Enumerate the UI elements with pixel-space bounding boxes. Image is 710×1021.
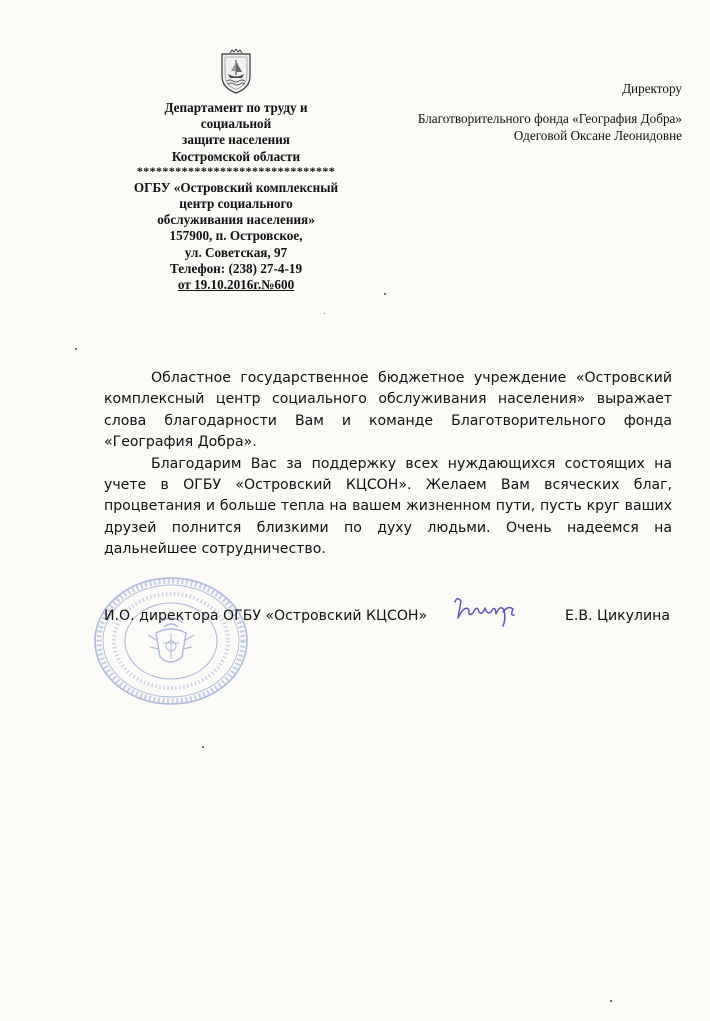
body-paragraph: Областное государственное бюджетное учреждение «Островский комплексный центр социального обслуживания населения» выражает слова благодарности Вам и команде Благотворительного фонда «География Добра».: [104, 370, 672, 451]
signatory-position: И.О. директора ОГБУ «Островский КЦСОН»: [104, 608, 428, 624]
letterhead-org-line-3: обслуживания населения»: [157, 212, 315, 228]
letterhead-org-line-2: центр социального: [179, 196, 293, 212]
letterhead-address-line-2: ул. Советская, 97: [184, 244, 288, 260]
letterhead-address-line-1: 157900, п. Островское,: [169, 228, 303, 244]
letterhead-department-line-4: Костромской области: [171, 148, 301, 164]
scan-speck: [75, 348, 77, 350]
signatory-name: Е.В. Цикулина: [565, 608, 670, 624]
letterhead-separator: *******************************: [136, 163, 336, 178]
scan-speck: [610, 1000, 612, 1002]
recipient-name: Одеговой Оксане Леонидовне: [513, 128, 682, 143]
letterhead-phone: Телефон: (238) 27-4-19: [169, 260, 303, 276]
letterhead-department-line-2: социальной: [200, 116, 272, 132]
letter-body: [104, 368, 672, 561]
letterhead-org-line-1: ОГБУ «Островский комплексный: [133, 179, 339, 195]
scan-speck: [324, 313, 325, 314]
scan-speck: [202, 746, 204, 748]
round-seal-stamp: [92, 575, 250, 707]
signature-line: [104, 608, 670, 632]
recipient-block: [342, 80, 682, 144]
body-paragraph: Благодарим Вас за поддержку всех нуждающихся состоящих на учете в ОГБУ «Островский КЦСОН». Желаем Вам всяческих благ, процветания и больше тепла на вашем жизненном пути, пусть круг ваших друзей полнится близкими по духу людьми. Очень надеемся на дальнейшее сотрудничество.: [104, 455, 672, 558]
coat-of-arms-icon: [212, 48, 260, 96]
scan-speck: [384, 293, 386, 295]
letterhead-department-line-3: защите населения: [182, 132, 290, 148]
handwritten-signature: [452, 594, 518, 628]
recipient-organization: Благотворительного фонда «География Добра»: [417, 111, 682, 126]
letterhead-department-line-1: Департамент по труду и: [164, 100, 308, 115]
recipient-title: Директору: [622, 81, 682, 96]
sender-letterhead: [100, 100, 372, 293]
letterhead-date-number: от 19.10.2016г.№600: [177, 277, 295, 293]
